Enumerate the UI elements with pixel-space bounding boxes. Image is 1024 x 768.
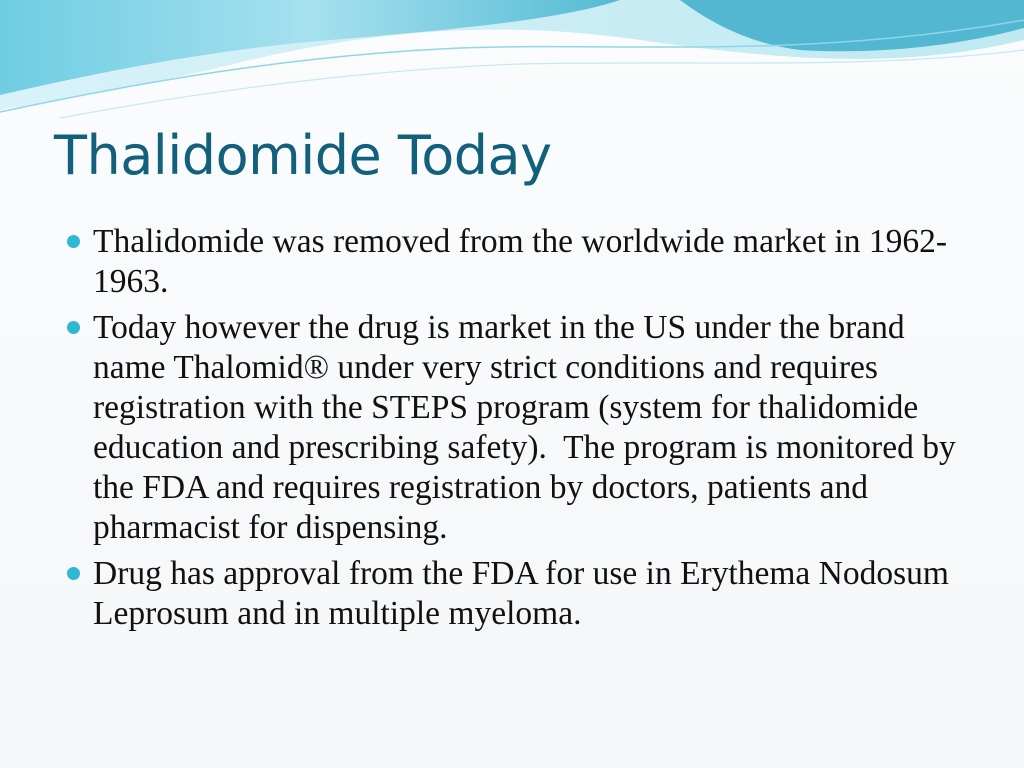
- bullet-text: Drug has approval from the FDA for use in Erythema Nodosum Leprosum and in multiple myeloma.: [93, 555, 958, 632]
- bullet-text: Thalidomide was removed from the worldwide market in 1962-1963.: [93, 223, 948, 300]
- bullet-item: [64, 308, 964, 548]
- slide-title: Thalidomide Today: [54, 124, 552, 187]
- bullet-icon: [67, 321, 80, 334]
- bullet-icon: [67, 235, 80, 248]
- header-wave-decoration: [0, 0, 1024, 120]
- bullet-list: [64, 222, 964, 640]
- bullet-item: [64, 222, 964, 302]
- bullet-icon: [67, 567, 80, 580]
- bullet-item: [64, 554, 964, 634]
- bullet-text: Today however the drug is market in the US under the brand name Thalomid® under very strict conditions and requires registration with the STEPS program (system for thalidomide education and prescribing safety). The program is monitored by the FDA and requires registration by doctors, patients and pharmacist for dispensing.: [93, 309, 965, 546]
